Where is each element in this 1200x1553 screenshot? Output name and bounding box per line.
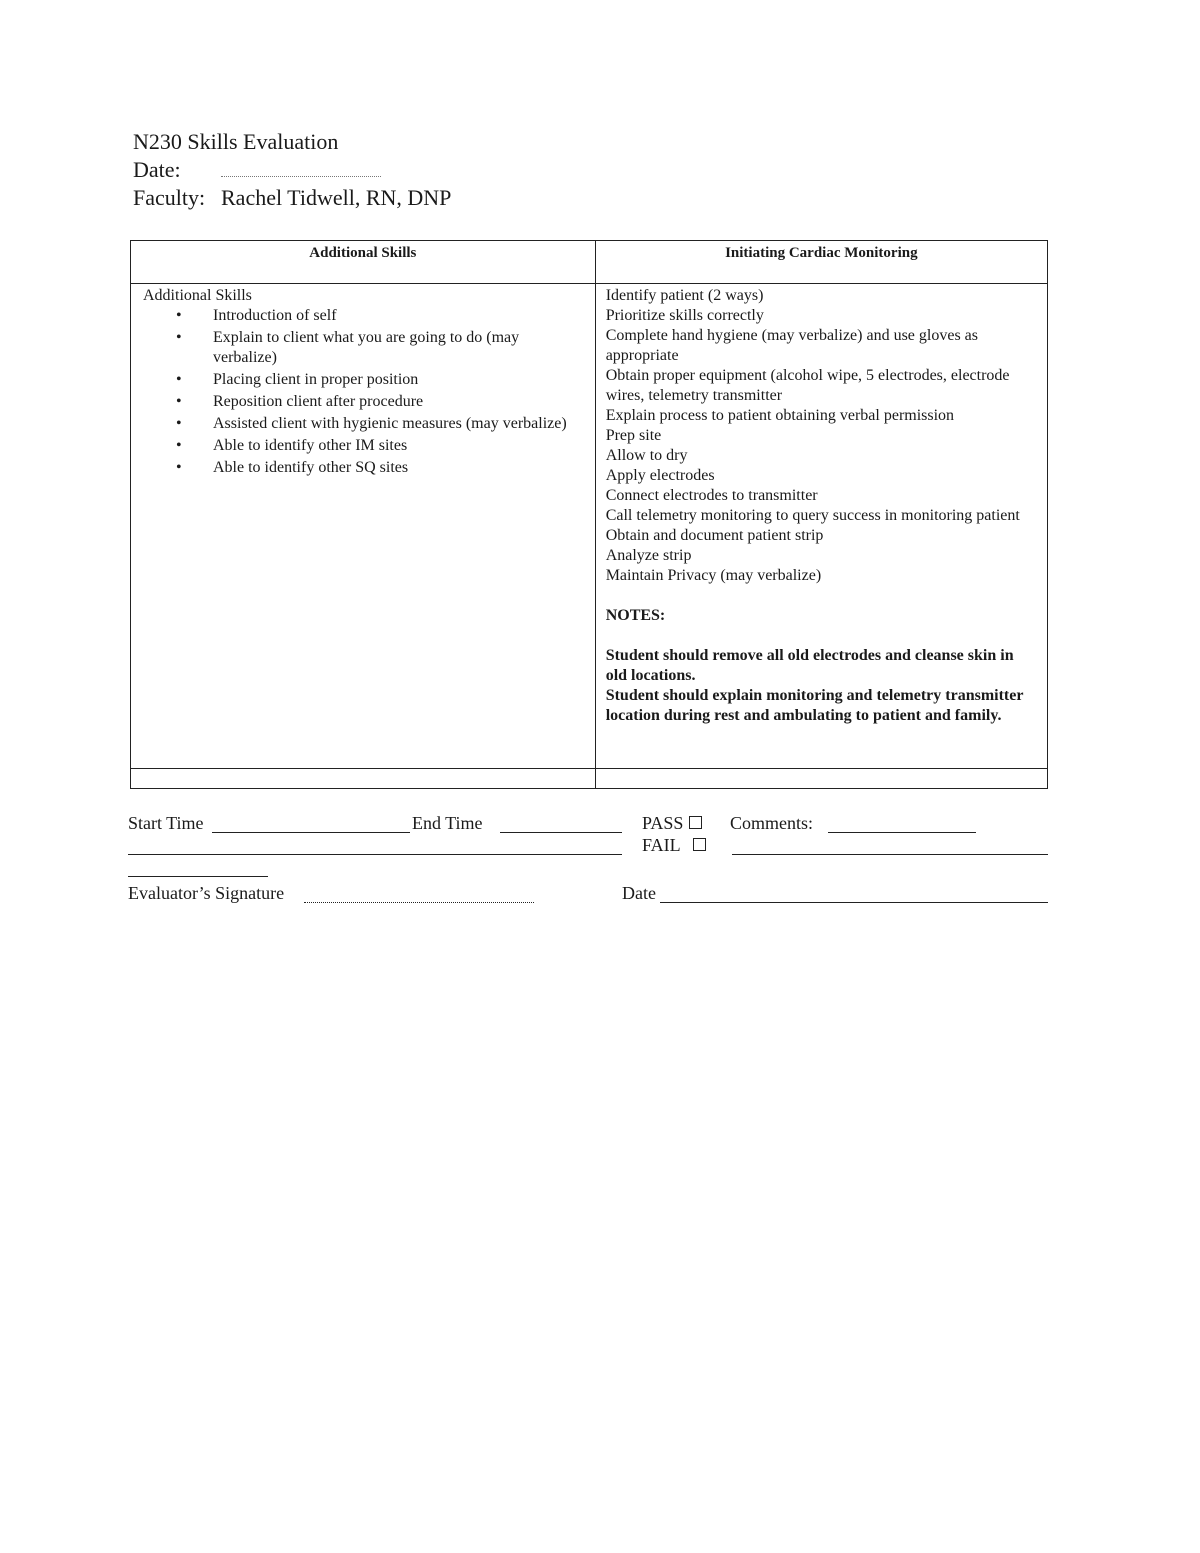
empty-cell bbox=[595, 769, 1047, 789]
date-label: Date: bbox=[133, 157, 181, 182]
comments-line[interactable] bbox=[828, 832, 976, 833]
table-empty-row bbox=[131, 769, 1048, 789]
list-item: Prep site bbox=[605, 427, 662, 444]
list-item: Prioritize skills correctly bbox=[605, 307, 764, 324]
table-header-row bbox=[131, 241, 1048, 284]
skills-table bbox=[130, 240, 1048, 789]
list-item: Allow to dry bbox=[605, 447, 688, 464]
additional-skills-list bbox=[143, 306, 587, 478]
comments-line-2[interactable] bbox=[732, 854, 1048, 855]
list-item: Connect electrodes to transmitter bbox=[605, 487, 818, 504]
list-item: Analyze strip bbox=[605, 547, 692, 564]
fail-option[interactable] bbox=[642, 834, 706, 856]
list-item: Maintain Privacy (may verbalize) bbox=[605, 567, 822, 584]
start-time-line[interactable] bbox=[212, 832, 410, 833]
cardiac-monitoring-cell bbox=[595, 284, 1047, 769]
list-item: Identify patient (2 ways) bbox=[605, 287, 764, 304]
notes-title: NOTES: bbox=[605, 607, 666, 624]
end-time-line[interactable] bbox=[500, 832, 622, 833]
additional-skills-title: Additional Skills bbox=[143, 287, 252, 304]
pass-checkbox[interactable] bbox=[689, 816, 702, 829]
end-time-label: End Time bbox=[412, 813, 483, 833]
faculty-row bbox=[133, 184, 451, 212]
signature-date-line[interactable] bbox=[660, 902, 1048, 903]
start-time-label: Start Time bbox=[128, 813, 204, 833]
list-item: Explain process to patient obtaining verbal permission bbox=[605, 407, 955, 424]
list-item: • Able to identify other SQ sites bbox=[143, 458, 587, 478]
col-header-cardiac-monitoring: Initiating Cardiac Monitoring bbox=[595, 241, 1047, 284]
document-header bbox=[133, 128, 451, 212]
notes-block bbox=[606, 646, 1037, 726]
note-text: Student should explain monitoring and telemetry transmitter location during rest and ambulating to patient and family. bbox=[605, 687, 1024, 724]
list-item: • Introduction of self bbox=[143, 306, 587, 326]
table-body-row bbox=[131, 284, 1048, 769]
fail-label: FAIL bbox=[642, 835, 681, 855]
list-item: Apply electrodes bbox=[605, 467, 715, 484]
list-item: • Assisted client with hygienic measures (may verbalize) bbox=[143, 414, 587, 434]
note-text: Student should remove all old electrodes and cleanse skin in old locations. bbox=[605, 647, 1014, 684]
comments-label: Comments: bbox=[730, 813, 814, 833]
time-result-row bbox=[128, 810, 1048, 854]
list-item: • Explain to client what you are going to do (may verbalize) bbox=[143, 328, 587, 368]
evaluation-footer bbox=[128, 810, 1048, 918]
list-item: • Reposition client after procedure bbox=[143, 392, 587, 412]
col-header-additional-skills: Additional Skills bbox=[131, 241, 596, 284]
signature-line[interactable] bbox=[304, 902, 534, 903]
signature-date-label: Date bbox=[622, 883, 656, 903]
faculty-name: Rachel Tidwell, RN, DNP bbox=[221, 185, 452, 210]
document-title: N230 Skills Evaluation bbox=[133, 129, 339, 154]
faculty-label: Faculty: bbox=[133, 185, 206, 210]
list-item: Complete hand hygiene (may verbalize) and use gloves as appropriate bbox=[605, 327, 979, 364]
empty-cell bbox=[131, 769, 596, 789]
pass-label: PASS bbox=[642, 813, 684, 833]
signature-label: Evaluator’s Signature bbox=[128, 883, 285, 903]
signature-row bbox=[128, 874, 1048, 918]
date-row bbox=[133, 156, 451, 184]
second-row-line-left[interactable] bbox=[128, 854, 622, 855]
date-blank-line bbox=[221, 166, 381, 177]
list-item: Obtain proper equipment (alcohol wipe, 5 electrodes, electrode wires, telemetry transmitter bbox=[605, 367, 1010, 404]
list-item: • Able to identify other IM sites bbox=[143, 436, 587, 456]
list-item: Call telemetry monitoring to query success in monitoring patient bbox=[605, 507, 1020, 524]
additional-skills-cell bbox=[131, 284, 596, 769]
list-item: • Placing client in proper position bbox=[143, 370, 587, 390]
cardiac-monitoring-steps bbox=[606, 286, 1037, 586]
signature-top-line bbox=[128, 876, 268, 877]
list-item: Obtain and document patient strip bbox=[605, 527, 824, 544]
fail-checkbox[interactable] bbox=[693, 838, 706, 851]
pass-option[interactable] bbox=[642, 812, 702, 834]
